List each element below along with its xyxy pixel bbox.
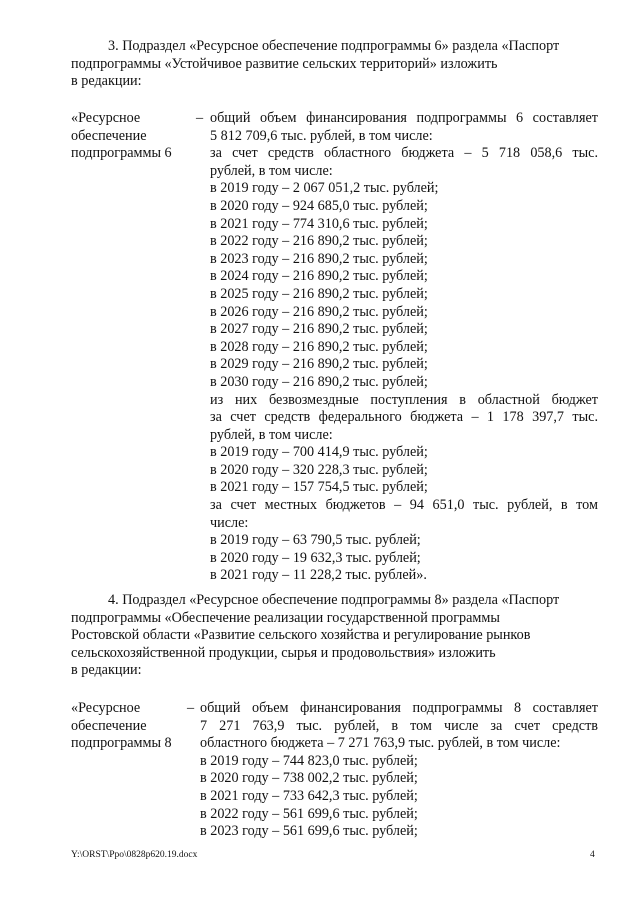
text-line: за счет местных бюджетов – 94 651,0 тыс. рублей, в том [210, 497, 598, 514]
text-line: в 2020 году – 19 632,3 тыс. рублей; [210, 549, 421, 566]
text-line: рублей, в том числе: [210, 162, 333, 179]
subprogram-6-label: «Ресурсное обеспечение подпрограммы 6 [71, 110, 172, 162]
text-line: в 2023 году – 561 699,6 тыс. рублей; [200, 823, 418, 840]
subprogram-8-label: «Ресурсное обеспечение подпрограммы 8 [71, 700, 172, 752]
text-line: рублей, в том числе: [210, 426, 333, 443]
text-line: в 2019 году – 744 823,0 тыс. рублей; [200, 752, 418, 769]
text-line: в 2027 году – 216 890,2 тыс. рублей; [210, 321, 428, 338]
text-line: в 2021 году – 11 228,2 тыс. рублей». [210, 567, 427, 584]
text-line: числе: [210, 514, 249, 531]
intro-line: Ростовской области «Развитие сельского хозяйства и регулирование рынков [71, 627, 531, 644]
text-line: 5 812 709,6 тыс. рублей, в том числе: [210, 127, 433, 144]
text-line: в 2028 году – 216 890,2 тыс. рублей; [210, 338, 428, 355]
text-line: в 2022 году – 216 890,2 тыс. рублей; [210, 233, 428, 250]
text-line: в 2020 году – 738 002,2 тыс. рублей; [200, 770, 418, 787]
intro-line-justified: сельскохозяйственной продукции, сырья и продовольствия» изложить [71, 644, 496, 661]
paragraph-3-intro [71, 38, 597, 91]
text-line: общий объем финансирования подпрограммы 6 составляет [210, 110, 598, 126]
subprogram-6-text [210, 110, 598, 585]
page-number: 4 [590, 850, 595, 860]
text-line: в 2021 году – 157 754,5 тыс. рублей; [210, 479, 428, 496]
text-line: за счет средств федерального бюджета – 1 178 397,7 тыс. [210, 409, 598, 426]
text-line: в 2024 году – 216 890,2 тыс. рублей; [210, 268, 428, 285]
text-line: из них безвозмездные поступления в областной бюджет [210, 391, 598, 408]
text-line: в 2030 году – 216 890,2 тыс. рублей; [210, 373, 428, 390]
intro-line: 4. Подраздел «Ресурсное обеспечение подпрограммы 8» раздела «Паспорт [108, 592, 560, 608]
paragraph-4-intro [71, 592, 597, 680]
text-line: в 2023 году – 216 890,2 тыс. рублей; [210, 250, 428, 267]
text-line: 7 271 763,9 тыс. рублей, в том числе за счет средств [200, 717, 598, 734]
text-line: общий объем финансирования подпрограммы 8 составляет [200, 700, 598, 716]
intro-line: 3. Подраздел «Ресурсное обеспечение подпрограммы 6» раздела «Паспорт [108, 38, 560, 54]
intro-line: в редакции: [71, 662, 142, 679]
text-line: в 2025 году – 216 890,2 тыс. рублей; [210, 285, 428, 302]
text-line: в 2020 году – 924 685,0 тыс. рублей; [210, 197, 428, 214]
text-line: в 2021 году – 774 310,6 тыс. рублей; [210, 215, 428, 232]
text-line: в 2019 году – 2 067 051,2 тыс. рублей; [210, 180, 439, 197]
intro-line: в редакции: [71, 73, 142, 90]
subprogram-8-text [200, 700, 598, 841]
dash: – [187, 700, 195, 716]
text-line: в 2022 году – 561 699,6 тыс. рублей; [200, 805, 418, 822]
text-line: областного бюджета – 7 271 763,9 тыс. рублей, в том числе: [200, 735, 561, 752]
text-line: в 2019 году – 700 414,9 тыс. рублей; [210, 444, 428, 461]
text-line: в 2026 году – 216 890,2 тыс. рублей; [210, 303, 428, 320]
intro-line-justified: подпрограммы «Устойчивое развитие сельских территорий» изложить [71, 55, 498, 72]
file-path: Y:\ORST\Ppo\0828p620.19.docx [71, 850, 198, 860]
dash: – [196, 110, 204, 126]
text-line: за счет средств областного бюджета – 5 718 058,6 тыс. [210, 145, 598, 162]
text-line: в 2029 году – 216 890,2 тыс. рублей; [210, 356, 428, 373]
text-line: в 2019 году – 63 790,5 тыс. рублей; [210, 532, 421, 549]
text-line: в 2020 году – 320 228,3 тыс. рублей; [210, 461, 428, 478]
intro-line-justified: подпрограммы «Обеспечение реализации государственной программы [71, 609, 500, 626]
text-line: в 2021 году – 733 642,3 тыс. рублей; [200, 787, 418, 804]
